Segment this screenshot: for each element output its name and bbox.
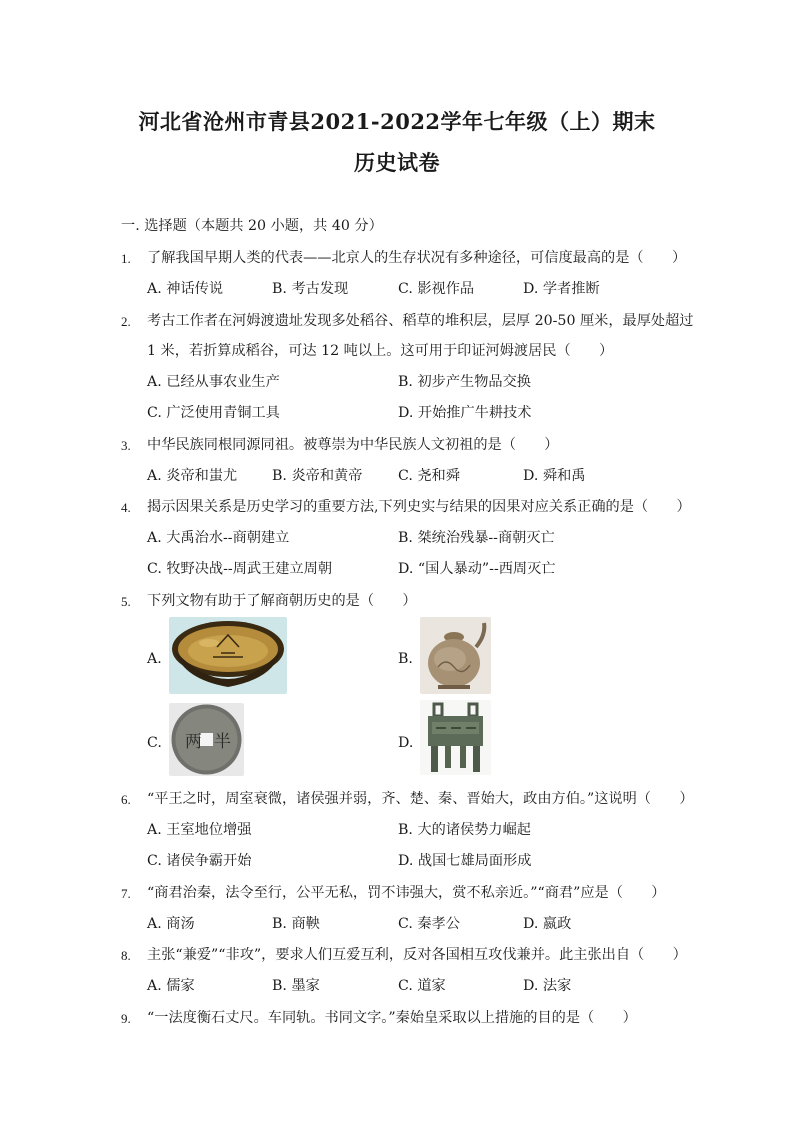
option-c: C. 影视作品 [398, 281, 475, 297]
option-d: D. [398, 735, 414, 751]
option-b: B. 考古发现 [272, 281, 349, 297]
option-b: B. 桀统治残暴--商朝灭亡 [398, 530, 555, 546]
question-stem: “平王之时，周室衰微，诸侯强并弱，齐、楚、秦、晋始大，政由方伯。”这说明（ ） [147, 791, 694, 807]
option-a: A. 神话传说 [147, 281, 224, 297]
option-d: D. “国人暴动”--西周灭亡 [398, 561, 556, 577]
question-number: 1. [121, 251, 131, 266]
option-c: C. 道家 [398, 978, 446, 994]
question-number: 6. [121, 792, 131, 807]
coin-glyph-right: 半 [214, 732, 231, 752]
option-a: A. 商汤 [147, 916, 195, 932]
question-number: 2. [121, 314, 131, 329]
exam-title-line1: 河北省沧州市青县2021-2022学年七年级（上）期末 [138, 109, 656, 134]
option-a: A. 王室地位增强 [147, 822, 252, 838]
question-stem: 考古工作者在河姆渡遗址发现多处稻谷、稻草的堆积层，层厚 20-50 厘米，最厚处超过 [147, 313, 694, 329]
option-c: C. 牧野决战--周武王建立周朝 [147, 561, 333, 577]
option-b: B. 初步产生物品交换 [398, 374, 531, 390]
option-b: B. 大的诸侯势力崛起 [398, 822, 531, 838]
question-stem: 中华民族同根同源同祖。被尊崇为中华民族人文初祖的是（ ） [147, 437, 559, 453]
teapot-image [420, 617, 491, 694]
option-a: A. [147, 651, 162, 667]
question-number: 7. [121, 886, 131, 901]
question-stem: “一法度衡石丈尺。车同轨。书同文字。”秦始皇采取以上措施的目的是（ ） [147, 1010, 637, 1026]
option-d: D. 舜和禹 [523, 468, 586, 484]
question-stem: 了解我国早期人类的代表——北京人的生存状况有多种途径，可信度最高的是（ ） [147, 250, 687, 266]
pottery-bowl-image [169, 617, 287, 694]
option-b: B. 炎帝和黄帝 [272, 468, 363, 484]
option-d: D. 战国七雄局面形成 [398, 853, 532, 869]
section-heading: 一. 选择题（本题共 20 小题，共 40 分） [121, 218, 383, 234]
option-d: D. 嬴政 [523, 916, 572, 932]
question-number: 3. [121, 438, 131, 453]
option-b: B. 墨家 [272, 978, 320, 994]
option-c: C. 诸侯争霸开始 [147, 853, 252, 869]
option-c: C. 尧和舜 [398, 468, 460, 484]
question-number: 4. [121, 500, 131, 515]
option-d: D. 法家 [523, 978, 572, 994]
question-stem: “商君治秦，法令至行，公平无私，罚不讳强大，赏不私亲近。”“商君”应是（ ） [147, 885, 666, 901]
option-a: A. 儒家 [147, 978, 195, 994]
option-b: B. [398, 651, 413, 667]
question-stem: 揭示因果关系是历史学习的重要方法,下列史实与结果的因果对应关系正确的是（ ） [147, 499, 691, 515]
banliang-coin-image [169, 703, 244, 776]
coin-glyph-left: 两 [185, 732, 202, 752]
question-stem: 下列文物有助于了解商朝历史的是（ ） [147, 593, 417, 609]
option-b: B. 商鞅 [272, 916, 320, 932]
question-number: 5. [121, 594, 131, 609]
bronze-ding-image [420, 700, 491, 775]
question-stem: 主张“兼爱”“非攻”，要求人们互爱互利，反对各国相互攻伐兼并。此主张出自（ ） [147, 947, 687, 963]
option-c: C. 秦孝公 [398, 916, 460, 932]
option-a: A. 炎帝和蚩尤 [147, 468, 238, 484]
option-c: C. [147, 735, 162, 751]
question-number: 9. [121, 1011, 131, 1026]
option-d: D. 学者推断 [523, 281, 600, 297]
option-a: A. 大禹治水--商朝建立 [147, 530, 290, 546]
option-d: D. 开始推广牛耕技术 [398, 405, 532, 421]
exam-title-line2: 历史试卷 [354, 150, 440, 175]
question-number: 8. [121, 948, 131, 963]
option-c: C. 广泛使用青铜工具 [147, 405, 280, 421]
option-a: A. 已经从事农业生产 [147, 374, 280, 390]
question-stem-cont: 1 米，若折算成稻谷，可达 12 吨以上。这可用于印证河姆渡居民（ ） [147, 343, 614, 359]
